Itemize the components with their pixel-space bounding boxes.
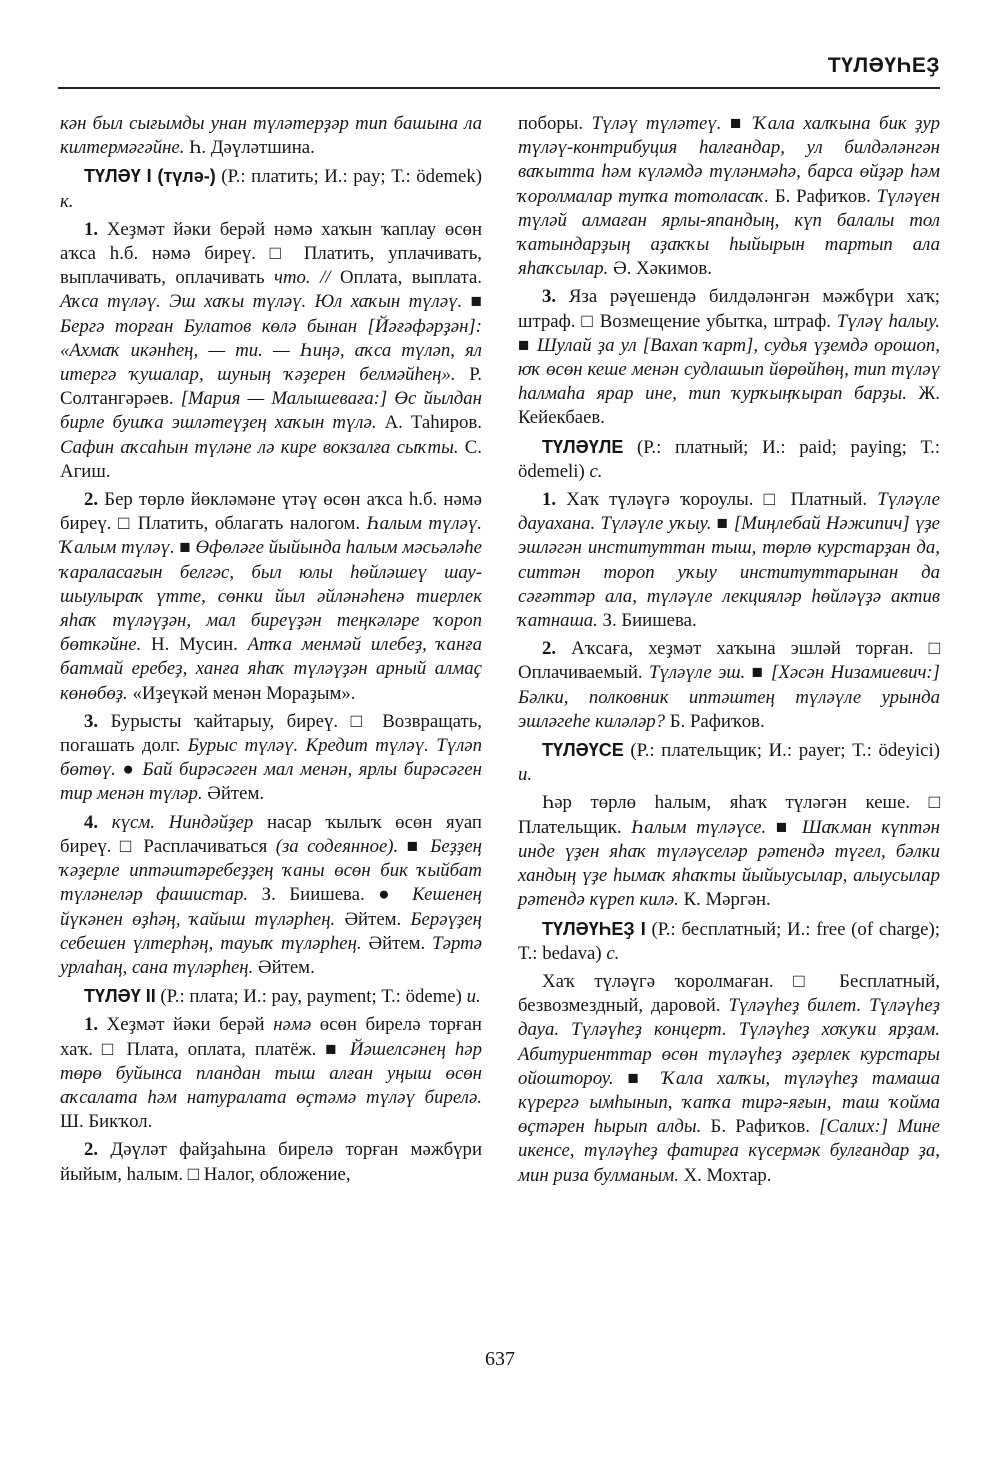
entry-headword: ТҮЛӘҮ I (түлә-) (Р.: платить; И.: pay; Т.: ödemek) к. [60, 166, 482, 212]
entry-paragraph: 1. Хеҙмәт йәки берәй нәмә өсөн бирелә торған хаҡ. □ Плата, оплата, платёж. ■ Йәшелсәнең һәр төрө буйынса пландан тыш алған уңыш өсөн аҡсалата һәм натуралата өҫтәмә түләү бирелә. Ш. Бикҡол. [60, 1014, 482, 1133]
entry-paragraph: 2. Аҡсаға, хеҙмәт хаҡына эшләй торған. □ Оплачиваемый. Түләүле эш. ■ [Хәсән Низамиевич:] Бәлки, полковник иптәштең түләүле урында эшләгеһе киләләр? Б. Рафиҡов. [518, 638, 940, 732]
entry-paragraph: 1. Хеҙмәт йәки берәй нәмә хаҡын ҡаплау өсөн аҡса һ.б. нәмә биреү. □ Платить, уплачивать, выплачивать, оплачивать что. // Оплата, выплата. Аҡса түләү. Эш хаҡы түләү. Юл хаҡын түләү. ■ Бергә торған Булатов көлә бынан [Йәғәфәрҙән]: «Ахмаҡ икәнһең, — ти. — Һиңә, аҡса түләп, ял итергә ҡушалар, шуның ҡәҙерен белмәйһең». Р. Солтангәрәев. [Мария — Малышеваға:] Өс йылдан бирле бушҡа эшләтеүҙең хаҡын түлә. А. Таһиров. Сафин аҡсаһын түләне лә кире вокзалға сыҡты. С. Агиш. [60, 218, 482, 482]
entry-headword: ТҮЛӘҮҺЕҘ I (Р.: бесплатный; И.: free (of charge); Т.: bedava) с. [518, 918, 940, 964]
page-header [58, 52, 940, 90]
entry-paragraph: Хаҡ түләүгә ҡоролмаған. □ Бесплатный, безвозмездный, даровой. Түләүһеҙ билет. Түләүһеҙ дауа. Түләүһеҙ концерт. Түләүһеҙ хоҡуҡи ярҙам. Абитуриенттар өсөн түләүһеҙ әҙерлек курстары ойоштороу. ■ Ҡала халҡы, түләүһеҙ тамаша күрергә ымһынып, ҡапҡа тирә-яғын, таш ҡойма өҫтәрен һырып алды. Б. Рафиҡов. [Салих:] Мине икенсе, түләүһеҙ фатирға күсермәк булғандар ҙа, мин риза булманым. Х. Мохтар. [518, 970, 941, 1186]
running-head: ТҮЛӘҮҺЕҘ [827, 54, 940, 77]
entry-paragraph: 2. Дәүләт файҙаһына бирелә торған мәжбүри йыйым, һалым. □ Налог, обложение, [60, 1139, 482, 1185]
entry-paragraph: Һәр төрлө һалым, яһаҡ түләгән кеше. □ Плательщик. Һалым түләүсе. ■ Шаҡман күптән инде үҙен яһаҡ түләүселәр рәтендә түгел, бәлки хандың үҙе һымаҡ яһаҡты йыйыусылар, алыусылар рәтендә күреп килә. К. Мәргән. [518, 792, 940, 911]
entry-headword: ТҮЛӘҮСЕ (Р.: плательщик; И.: payer; Т.: ödeyici) и. [518, 740, 940, 786]
entry-paragraph: кән был сығымды унан түләтерҙәр тип башына ла килтермәгәйне. Һ. Дәүләтшина. [60, 113, 482, 159]
entry-headword: ТҮЛӘҮЛЕ (Р.: платный; И.: paid; paying; Т.: ödemeli) с. [518, 436, 940, 482]
entry-paragraph: поборы. Түләү түләтеү. ■ Ҡала халҡына бик ҙур түләү-контрибуция һалғандар, ул билдәләнгән ваҡытта һәм күләмдә түләнмәһә, барса өйҙәр һәм ҡоролмалар тупҡа тотоласаҡ. Б. Рафиҡов. Түләүен түләй алмаған ярлы-япандың, күп балалы тол ҡатындарҙың аҙаҡҡы һыйырын тартып ала яһаҡсылар. Ә. Хәкимов. [518, 113, 940, 280]
page-number: 637 [485, 1348, 515, 1370]
entry-paragraph: 4. күсм. Ниндәйҙер насар ҡылыҡ өсөн яуап биреү. □ Расплачиваться (за содеянное). ■ Беҙҙең ҡәҙерле иптәштәребеҙҙең ҡаны өсөн бик ҡыйбат түләнеләр фашистар. З. Биишева. ● Кешенең йүкәнен өҙһәң, ҡайыш түләрһең. Әйтем. Берәүҙең себешен үлтерһәң, тауыҡ түләрһең. Әйтем. Тәртә урлаһаң, сана түләрһең. Әйтем. [60, 811, 482, 978]
entry-paragraph: 2. Бер төрлө йөкләмәне үтәү өсөн аҡса һ.б. нәмә биреү. □ Платить, облагать налогом. Һалым түләү. Ҡалым түләү. ■ Өфөләге йыйында һалым мәсьәләһе ҡараласағын белгәс, был юлы һөйләшеү шау-шыулыраҡ үтте, сөнки йыл әйләнәһенә тиерлек яһаҡ түләүҙән, мал биреүҙән теңкәләре ҡороп бөткәйне. Н. Мусин. Атҡа менмәй илебеҙ, ҡанға батмай еребеҙ, ханға яһаҡ түләүҙән арный алмаҫ көнөбөҙ. «Иҙеүкәй менән Мораҙым». [60, 489, 482, 704]
left-column [60, 112, 482, 1191]
right-column [518, 112, 940, 1192]
entry-paragraph: 1. Хаҡ түләүгә ҡороулы. □ Платный. Түләүле дауахана. Түләүле уҡыу. ■ [Миңлебай Нәжипич] үҙе эшләгән институттан тыш, төрлө курстарҙан да, ситтән тороп уҡыу институттарынан да сәғәттәр ала, түләүле лекцияләр һөйләүҙә актив ҡатнаша. З. Биишева. [518, 489, 940, 632]
entry-paragraph: 3. Яза рәүешендә билдәләнгән мәжбүри хаҡ; штраф. □ Возмещение убытка, штраф. Түләү һалыу. ■ Шулай ҙа ул [Вахап ҡарт], судья үҙемдә орошоп, юҡ өсөн кеше менән судлашып йөрөйһөң, тип түләү һалмаһа ярар ине, тип ҡурҡыңҡырап барҙы. Ж. Кейекбаев. [518, 286, 941, 429]
header-rule [58, 87, 940, 89]
entry-headword: ТҮЛӘҮ II (Р.: плата; И.: pay, payment; Т.: ödeme) и. [84, 986, 481, 1008]
entry-paragraph: 3. Бурысты ҡайтарыу, биреү. □ Возвращать, погашать долг. Бурыс түләү. Кредит түләү. Түләп бөтөү. ● Бай бирәсәген мал менән, ярлы бирәсәген тир менән түләр. Әйтем. [60, 710, 482, 805]
